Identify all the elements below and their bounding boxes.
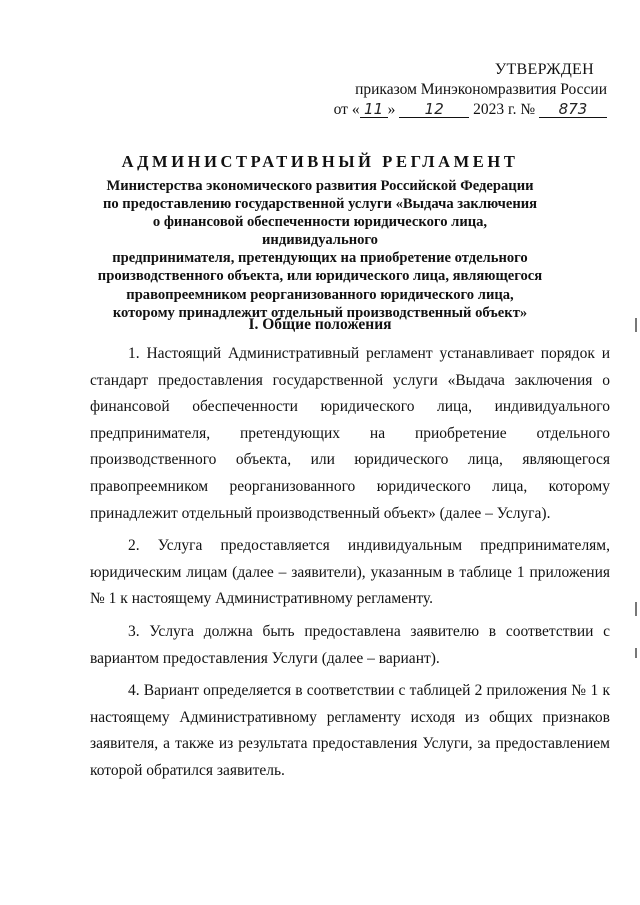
subtitle-line: о финансовой обеспеченности юридического лица, индивидуального [152,214,488,249]
section-heading: I. Общие положения [248,316,392,333]
document-body [90,341,610,791]
subtitle-line: правопреемником реорганизованного юридического лица, [126,286,514,303]
paragraph-1: 1. Настоящий Административный регламент устанавливает порядок и стандарт предоставления государственной услуги «Выдача заключения о финансовой обеспеченности юридического лица, индивидуального предпринимателя, претендующих на приобретение отдельного производственного объекта, или юридического лица, являющегося правопреемником реорганизованного юридического лица, которому принадлежит отдельный производственный объект» (далее – Услуга). [90,345,610,522]
document-title: АДМИНИСТРАТИВНЫЙ РЕГЛАМЕНТ [121,152,519,171]
handwritten-month: 12 [399,101,469,118]
approval-stamp [307,60,607,120]
approved-label: УТВЕРЖДЕН [494,61,594,78]
handwritten-day: 11 [360,101,388,118]
subtitle-line: производственного объекта, или юридического лица, являющегося [97,268,543,285]
year-and-number-label: 2023 г. № [473,101,536,118]
scan-edge-mark [635,602,637,616]
date-prefix: от « [333,101,360,118]
order-reference: приказом Минэкономразвития России [355,81,607,98]
subtitle-line: предпринимателя, претендующих на приобретение отдельного [112,250,528,267]
subtitle-line: по предоставлению государственной услуги «Выдача заключения [102,196,538,213]
paragraph-2: 2. Услуга предоставляется индивидуальным предпринимателям, юридическим лицам (далее – заявители), указанным в таблице 1 приложения № 1 к настоящему Административному регламенту. [90,537,610,608]
order-date-line [307,100,607,120]
scan-edge-mark [635,648,637,658]
subtitle-line: которому принадлежит отдельный производственный объект» [112,304,528,321]
subtitle-line: Министерства экономического развития Российской Федерации [106,178,534,194]
date-mid: » [387,101,396,118]
paragraph-4: 4. Вариант определяется в соответствии с таблицей 2 приложения № 1 к настоящему Административному регламенту исходя из общих признаков заявителя, а также из результата предоставления Услуги, за предоставлением которой обратился заявитель. [90,682,610,779]
handwritten-order-number: 873 [539,101,607,118]
document-subtitle [95,177,545,322]
paragraph-3: 3. Услуга должна быть предоставлена заявителю в соответствии с вариантом предоставления Услуги (далее – вариант). [90,622,610,667]
scan-edge-mark [635,318,637,332]
